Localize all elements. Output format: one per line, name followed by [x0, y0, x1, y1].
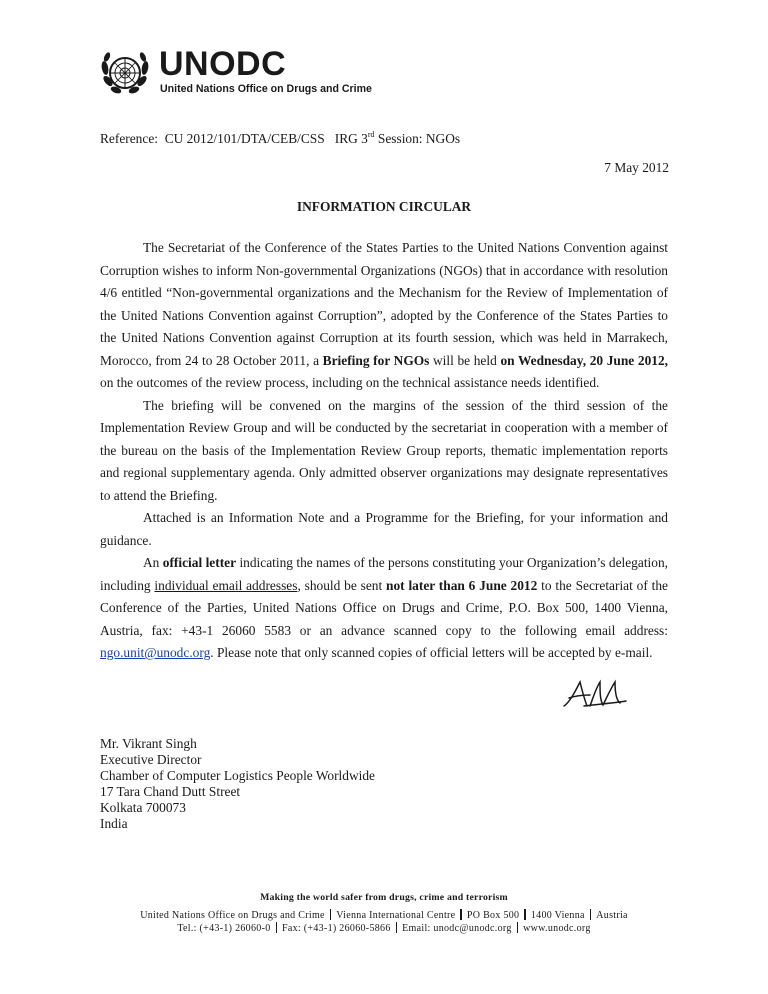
para4-text: Please note that only scanned copies of official letters will be accepted by e-mail. — [213, 645, 653, 660]
unodc-logo — [100, 46, 440, 102]
footer-fax: Fax: (+43-1) 26060-5866 — [282, 923, 391, 934]
org-abbreviation: UNODC — [159, 45, 287, 83]
letter-date: 7 May 2012 — [604, 160, 669, 175]
separator — [517, 922, 519, 933]
para1-text: The Secretariat of the Conference of the States Parties to the United Nations Convention against Corruption wishes to inform Non-governmental Organizations (NGOs) that in accordance with resolution 4/6 entitled “Non-governmental organizations and the Mechanism for the Review of Implementation of the United Nations Convention against Corruption”, adopted by the Conference of the States Parties to the United Nations Convention against Corruption at its fourth session, which was held in Marrakech, Morocco, from 24 to 28 October 2011, a — [100, 240, 668, 368]
footer-contacts — [0, 922, 768, 934]
paragraph-2: The briefing will be convened on the margins of the session of the third session of the Implementation Review Group and will be conducted by the secretariat in cooperation with a member of the bureau on the basis of the Implementation Review Group reports, thematic implementation reports and regional supplementary agenda. Only admitted observer organizations may designate representatives to attend the Briefing. — [100, 397, 668, 503]
footer-city: 1400 Vienna — [530, 910, 585, 921]
reference-code: CU 2012/101/DTA/CEB/CSS — [164, 131, 325, 146]
footer-tagline: Making the world safer from drugs, crime and terrorism — [260, 892, 508, 903]
para4-text: to the Secretariat of the Conference of the Parties, United Nations Office on Drugs and Crime, P.O. Box 500, 1400 Vienna, Austria, fax: +43-1 26060 5583 or an advance scanned copy to the following email address: — [100, 577, 668, 638]
email-link[interactable]: ngo.unit@unodc.org — [100, 645, 211, 660]
para4-text: indicating the names of the persons constituting your Organization’s delegation, including — [100, 555, 668, 593]
para4-text: . — [210, 645, 214, 660]
footer-country: Austria — [596, 910, 628, 921]
footer-tel: Tel.: (+43-1) 26060-0 — [177, 923, 271, 934]
briefing-label: Briefing for NGOs — [322, 352, 430, 368]
footer-building: Vienna International Centre — [336, 910, 456, 921]
separator — [590, 909, 592, 920]
official-letter-label: official letter — [162, 555, 237, 570]
letter-body — [100, 237, 668, 665]
recipient-country: India — [100, 816, 128, 831]
para1-text: on the outcomes of the review process, including on the technical assistance needs identified. — [100, 375, 600, 390]
paragraph-4 — [100, 552, 668, 665]
para1-text: will be held — [429, 352, 501, 368]
irg-prefix: IRG 3 — [334, 131, 368, 146]
email-addresses-label: individual email addresses — [154, 577, 298, 593]
para4-text: , should be sent — [297, 577, 387, 593]
paragraph-3: Attached is an Information Note and a Programme for the Briefing, for your information and guidance. — [100, 510, 668, 548]
recipient-city: Kolkata 700073 — [100, 800, 186, 815]
irg-ordinal: rd — [367, 130, 375, 139]
reference-label: Reference: — [100, 131, 158, 146]
footer-org: United Nations Office on Drugs and Crime — [140, 910, 325, 921]
footer-pobox: PO Box 500 — [466, 910, 520, 921]
separator — [330, 909, 332, 920]
signature — [560, 676, 630, 712]
para4-text: An — [143, 555, 163, 570]
footer-address — [0, 909, 768, 921]
recipient-street: 17 Tara Chand Dutt Street — [100, 784, 241, 799]
footer-email[interactable]: Email: unodc@unodc.org — [402, 923, 512, 934]
un-emblem-icon — [100, 48, 150, 98]
separator — [460, 909, 462, 920]
org-full-name: United Nations Office on Drugs and Crime — [160, 83, 372, 95]
recipient-organization: Chamber of Computer Logistics People Worldwide — [100, 768, 375, 783]
recipient-name: Mr. Vikrant Singh — [100, 736, 197, 751]
separator — [396, 922, 398, 933]
separator — [276, 922, 278, 933]
briefing-date: on Wednesday, 20 June 2012, — [500, 352, 669, 368]
irg-session: Session: NGOs — [374, 131, 461, 146]
recipient-address — [100, 736, 375, 832]
reference-line — [100, 131, 460, 147]
document-title: INFORMATION CIRCULAR — [296, 199, 472, 214]
paragraph-1 — [100, 237, 668, 395]
deadline: not later than 6 June 2012 — [386, 577, 538, 593]
footer-website[interactable]: www.unodc.org — [523, 923, 591, 934]
separator — [524, 909, 526, 920]
recipient-title: Executive Director — [100, 752, 202, 767]
